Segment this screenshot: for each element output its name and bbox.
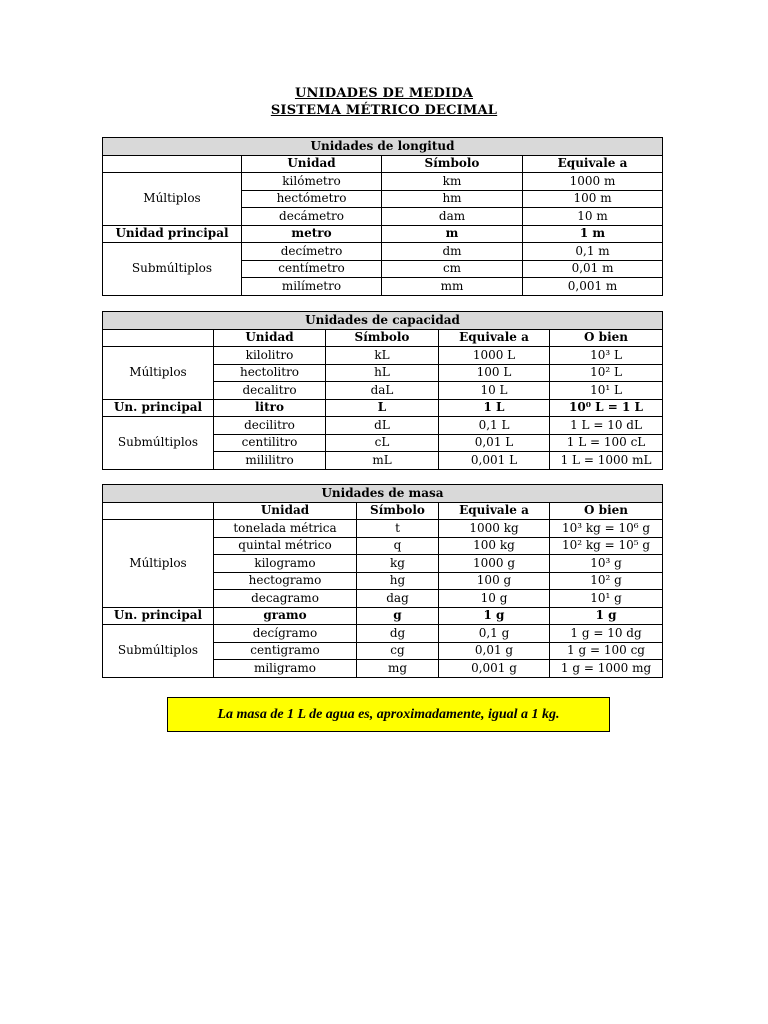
- group-label: Submúltiplos: [103, 625, 214, 678]
- group-label: Un. principal: [103, 607, 214, 625]
- header-cell: O bien: [550, 329, 663, 347]
- table-caption: Unidades de capacidad: [103, 312, 663, 330]
- header-cell: Equivale a: [439, 329, 550, 347]
- unit-equivalence: 1000 L: [439, 347, 550, 365]
- table-caption: Unidades de masa: [103, 485, 663, 503]
- unit-name: kilogramo: [214, 555, 357, 573]
- unit-symbol: cL: [326, 434, 439, 452]
- unit-equivalence: 1 m: [523, 225, 663, 243]
- unit-symbol: dg: [357, 625, 439, 643]
- unit-symbol: hL: [326, 364, 439, 382]
- unit-symbol: dm: [382, 243, 523, 261]
- unit-name: decígramo: [214, 625, 357, 643]
- unit-symbol: L: [326, 399, 439, 417]
- unit-equivalence: 1 g: [439, 607, 550, 625]
- unit-symbol: dL: [326, 417, 439, 435]
- unit-equivalence: 0,01 g: [439, 642, 550, 660]
- unit-equivalence: 100 L: [439, 364, 550, 382]
- unit-power: 10¹ g: [550, 590, 663, 608]
- unit-equivalence: 0,01 L: [439, 434, 550, 452]
- unit-equivalence: 0,1 L: [439, 417, 550, 435]
- water-mass-note: La masa de 1 L de agua es, aproximadamente, igual a 1 kg.: [167, 697, 610, 732]
- unit-symbol: g: [357, 607, 439, 625]
- capacidad-table: [102, 311, 663, 470]
- unit-equivalence: 0,1 g: [439, 625, 550, 643]
- unit-power: 10² L: [550, 364, 663, 382]
- unit-power: 1 g = 100 cg: [550, 642, 663, 660]
- unit-symbol: mL: [326, 452, 439, 470]
- unit-equivalence: 1 L: [439, 399, 550, 417]
- unit-equivalence: 0,001 L: [439, 452, 550, 470]
- unit-name: centigramo: [214, 642, 357, 660]
- unit-equivalence: 0,1 m: [523, 243, 663, 261]
- unit-symbol: dag: [357, 590, 439, 608]
- longitud-table: [102, 137, 663, 296]
- unit-symbol: t: [357, 520, 439, 538]
- unit-power: 10³ kg = 10⁶ g: [550, 520, 663, 538]
- unit-symbol: hm: [382, 190, 523, 208]
- unit-name: centímetro: [242, 260, 382, 278]
- document-title: UNIDADES DE MEDIDA: [294, 86, 474, 101]
- unit-power: 1 g: [550, 607, 663, 625]
- header-cell-empty: [103, 329, 214, 347]
- unit-power: 1 g = 1000 mg: [550, 660, 663, 678]
- unit-name: decámetro: [242, 208, 382, 226]
- header-cell: Equivale a: [523, 155, 663, 173]
- header-cell: O bien: [550, 502, 663, 520]
- unit-name: decilitro: [214, 417, 326, 435]
- unit-name: metro: [242, 225, 382, 243]
- unit-symbol: km: [382, 173, 523, 191]
- group-label: Múltiplos: [103, 520, 214, 608]
- group-label: Submúltiplos: [103, 243, 242, 296]
- unit-equivalence: 1000 m: [523, 173, 663, 191]
- unit-power: 10³ g: [550, 555, 663, 573]
- unit-symbol: q: [357, 537, 439, 555]
- unit-equivalence: 1000 kg: [439, 520, 550, 538]
- unit-equivalence: 10 m: [523, 208, 663, 226]
- unit-symbol: dam: [382, 208, 523, 226]
- unit-equivalence: 10 g: [439, 590, 550, 608]
- unit-equivalence: 100 g: [439, 572, 550, 590]
- header-cell: Unidad: [242, 155, 382, 173]
- unit-name: hectogramo: [214, 572, 357, 590]
- header-cell: Equivale a: [439, 502, 550, 520]
- unit-name: hectolitro: [214, 364, 326, 382]
- unit-name: mililitro: [214, 452, 326, 470]
- unit-symbol: mg: [357, 660, 439, 678]
- unit-symbol: cg: [357, 642, 439, 660]
- unit-name: milímetro: [242, 278, 382, 296]
- group-label: Múltiplos: [103, 173, 242, 226]
- unit-power: 10⁰ L = 1 L: [550, 399, 663, 417]
- unit-equivalence: 10 L: [439, 382, 550, 400]
- unit-power: 10² g: [550, 572, 663, 590]
- unit-symbol: mm: [382, 278, 523, 296]
- unit-symbol: kL: [326, 347, 439, 365]
- unit-equivalence: 1000 g: [439, 555, 550, 573]
- unit-power: 10¹ L: [550, 382, 663, 400]
- unit-symbol: kg: [357, 555, 439, 573]
- unit-name: litro: [214, 399, 326, 417]
- unit-equivalence: 0,01 m: [523, 260, 663, 278]
- document-subtitle: SISTEMA MÉTRICO DECIMAL: [270, 103, 498, 118]
- unit-power: 1 L = 10 dL: [550, 417, 663, 435]
- unit-name: centilitro: [214, 434, 326, 452]
- unit-name: decalitro: [214, 382, 326, 400]
- unit-name: decagramo: [214, 590, 357, 608]
- group-label: Unidad principal: [103, 225, 242, 243]
- unit-equivalence: 100 kg: [439, 537, 550, 555]
- header-cell: Símbolo: [326, 329, 439, 347]
- group-label: Submúltiplos: [103, 417, 214, 470]
- header-cell-empty: [103, 502, 214, 520]
- header-cell: Unidad: [214, 329, 326, 347]
- unit-name: gramo: [214, 607, 357, 625]
- unit-equivalence: 0,001 g: [439, 660, 550, 678]
- unit-power: 10² kg = 10⁵ g: [550, 537, 663, 555]
- unit-power: 1 L = 1000 mL: [550, 452, 663, 470]
- header-cell: Unidad: [214, 502, 357, 520]
- unit-name: tonelada métrica: [214, 520, 357, 538]
- header-cell: Símbolo: [357, 502, 439, 520]
- table-caption: Unidades de longitud: [103, 138, 663, 156]
- unit-name: kilómetro: [242, 173, 382, 191]
- unit-symbol: cm: [382, 260, 523, 278]
- unit-power: 1 L = 100 cL: [550, 434, 663, 452]
- unit-equivalence: 0,001 m: [523, 278, 663, 296]
- group-label: Múltiplos: [103, 347, 214, 400]
- unit-name: decímetro: [242, 243, 382, 261]
- unit-power: 1 g = 10 dg: [550, 625, 663, 643]
- unit-name: quintal métrico: [214, 537, 357, 555]
- unit-power: 10³ L: [550, 347, 663, 365]
- masa-table: [102, 484, 663, 678]
- unit-name: miligramo: [214, 660, 357, 678]
- unit-name: kilolitro: [214, 347, 326, 365]
- unit-symbol: hg: [357, 572, 439, 590]
- unit-equivalence: 100 m: [523, 190, 663, 208]
- unit-symbol: m: [382, 225, 523, 243]
- group-label: Un. principal: [103, 399, 214, 417]
- header-cell-empty: [103, 155, 242, 173]
- unit-name: hectómetro: [242, 190, 382, 208]
- unit-symbol: daL: [326, 382, 439, 400]
- header-cell: Símbolo: [382, 155, 523, 173]
